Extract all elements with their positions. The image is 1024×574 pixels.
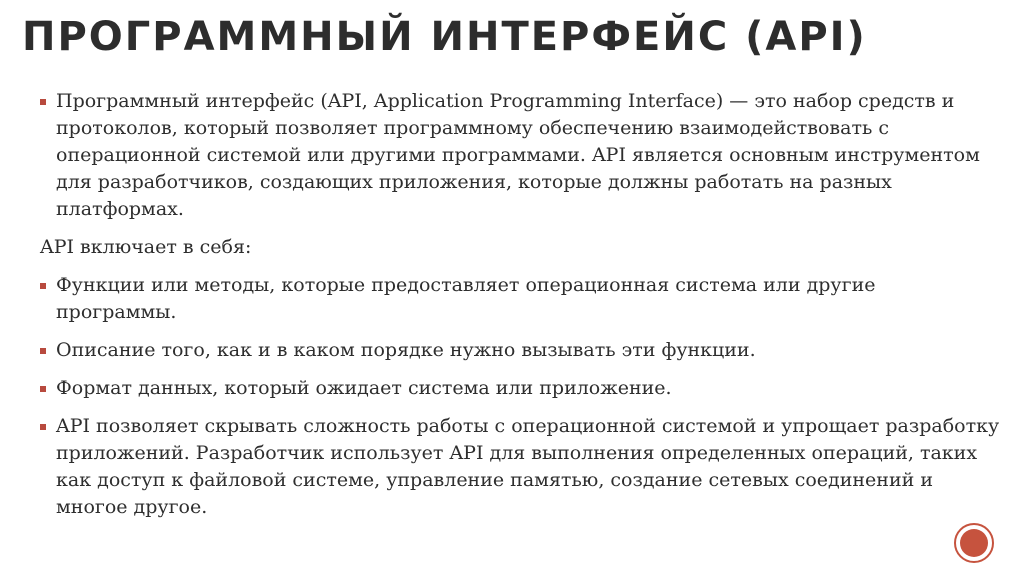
square-bullet-icon [40,424,46,430]
conclusion-text: API позволяет скрывать сложность работы с операционной системой и упрощает разработку приложений. Разработчик использует API для выполнения определенных операций, таких как доступ к файловой системе, управление памятью, создание сетевых соединений и многое другое. [56,415,1000,518]
list-item-text: Описание того, как и в каком порядке нужно вызывать эти функции. [56,339,756,361]
intro-paragraph [40,88,1000,223]
includes-heading: API включает в себя: [40,236,252,258]
slide-title: ПРОГРАММНЫЙ ИНТЕРФЕЙС (API) [22,14,867,60]
circle-decoration-icon [954,523,994,563]
slide-body [40,88,1000,532]
list-item-text: Функции или методы, которые предоставляет операционная система или другие программы. [56,274,876,323]
intro-text: Программный интерфейс (API, Application Programming Interface) — это набор средств и протоколов, который позволяет программному обеспечению взаимодействовать с операционной системой или другими программами. API является основным инструментом для разработчиков, создающих приложения, которые должны работать на разных платформах. [56,90,980,220]
conclusion-paragraph [40,413,1000,521]
square-bullet-icon [40,283,46,289]
square-bullet-icon [40,348,46,354]
square-bullet-icon [40,386,46,392]
list-item [40,337,1000,364]
list-item-text: Формат данных, который ожидает система или приложение. [56,377,672,399]
square-bullet-icon [40,99,46,105]
list-item [40,272,1000,326]
circle-decoration-fill [960,529,988,557]
list-item [40,375,1000,402]
